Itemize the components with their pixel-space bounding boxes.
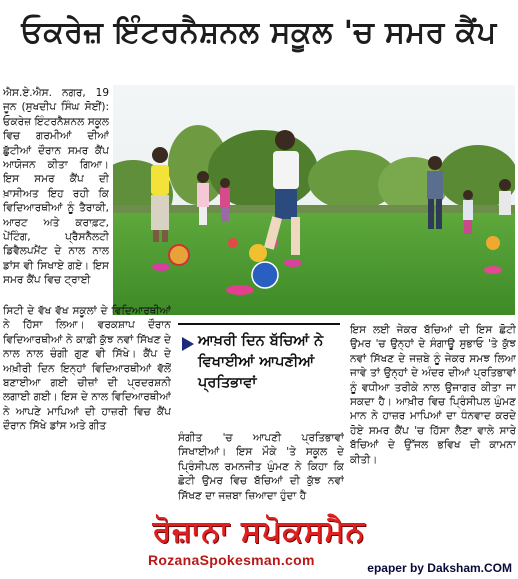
subheading-box: [178, 323, 340, 427]
triangle-bullet-icon: [182, 337, 194, 351]
subheading: ਆਖ਼ਰੀ ਦਿਨ ਬੱਚਿਆਂ ਨੇ ਵਿਖਾਈਆਂ ਆਪਣੀਆਂ ਪ੍ਰਤਿਭਾਵਾਂ: [198, 333, 324, 391]
article-column-left: [3, 86, 109, 304]
article-column-full: [3, 304, 171, 484]
newspaper-masthead: ਰੋਜ਼ਾਨਾ ਸਪੋਕਸਮੈਨ: [152, 513, 366, 549]
summer-camp-photo: [113, 85, 515, 315]
epaper-credit: epaper by Daksham.COM: [367, 561, 512, 575]
site-url: RozanaSpokesman.com: [148, 552, 315, 568]
article-text: ਸੰਗੀਤ 'ਚ ਆਪਣੀ ਪ੍ਰਤਿਭਾਵਾਂ ਸਿਖਾਈਆਂ। ਇਸ ਮੌਕੇ 'ਤੇ ਸਕੂਲ ਦੇ ਪ੍ਰਿੰਸੀਪਲ ਰਮਨਜੀਤ ਘੁੰਮਣ ਨੇ ਕਿਹਾ ਕਿ ਛੋਟੀ ਉਮਰ ਵਿਚ ਬੱਚਿਆਂ ਦੀ ਕੁੱਝ ਨਵਾਂ ਸਿੱਖਣ ਦਾ ਜਜ਼ਬਾ ਜ਼ਿਆਦਾ ਹੁੰਦਾ ਹੈ: [178, 432, 344, 502]
subheading-rule: [178, 323, 340, 325]
headline: ਓਕਰੇਜ਼ ਇੰਟਰਨੈਸ਼ਨਲ ਸਕੂਲ 'ਚ ਸਮਰ ਕੈਂਪ: [21, 14, 497, 50]
article-text: ਸਿਟੀ ਦੇ ਵੱਖ ਵੱਖ ਸਕੂਲਾਂ ਦੇ ਵਿਦਿਆਰਥੀਆਂ ਨੇ ਹਿੱਸਾ ਲਿਆ। ਵਰਕਸ਼ਾਪ ਦੌਰਾਨ ਵਿਦਿਆਰਥੀਆਂ ਨੇ ਕਾਫ਼ੀ ਕੁੱਝ ਨਵਾਂ ਸਿੱਖਣ ਦੇ ਨਾਲ ਨਾਲ ਚੰਗੀ ਗੁਣ ਵੀ ਸਿੱਖੇ। ਕੈਂਪ ਦੇ ਅਖ਼ੀਰੀ ਦਿਨ ਇਨ੍ਹਾਂ ਵਿਦਿਆਰਥੀਆਂ ਵੱਲੋਂ ਬਣਾਈਆ ਗਈ ਚੀਜ਼ਾਂ ਦੀ ਪ੍ਰਦਰਸ਼ਨੀ ਲਗਾਈ ਗਈ। ਇਸ ਦੇ ਨਾਲ ਵਿਦਿਆਰਥੀਆਂ ਨੇ ਆਪਣੇ ਮਾਪਿਆਂ ਦੀ ਹਾਜ਼ਰੀ ਵਿਚ ਕੈਂਪ ਦੌਰਾਨ ਸਿੱਖੇ ਡਾਂਸ ਅਤੇ ਗੀਤ: [3, 305, 171, 433]
article-column-right: [350, 323, 516, 509]
article-column-middle: [178, 431, 344, 509]
article-text: ਇਸ ਲਈ ਜੇਕਰ ਬੱਚਿਆਂ ਦੀ ਇਸ ਛੋਟੀ ਉਮਰ 'ਚ ਉਨ੍ਹਾਂ ਦੇ ਸੰਗਾਊ ਸੁਭਾਓ 'ਤੇ ਕੁੱਝ ਨਵਾਂ ਸਿੱਖਣ ਦੇ ਜਜ਼ਬੇ ਨੂੰ ਜੇਕਰ ਸਮਝ ਲਿਆ ਜਾਵੇ ਤਾਂ ਉਨ੍ਹਾਂ ਦੇ ਅੰਦਰ ਦੀਆਂ ਪ੍ਰਤਿਭਾਵਾਂ ਨੂੰ ਵਧੀਆ ਤਰੀਕੇ ਨਾਲ ਉਜਾਗਰ ਕੀਤਾ ਜਾ ਸਕਦਾ ਹੈ। ਆਖ਼ੀਰ ਵਿਚ ਪ੍ਰਿੰਸੀਪਲ ਘੁੰਮਣ ਮਾਨ ਨੇ ਹਾਜ਼ਰ ਮਾਪਿਆਂ ਦਾ ਧੰਨਵਾਦ ਕਰਦੇ ਹੋਏ ਸਮਰ ਕੈਂਪ 'ਚ ਹਿੱਸਾ ਲੈਣਾ ਵਾਲੇ ਸਾਰੇ ਬੱਚਿਆਂ ਦੇ ਉੱਜਲ ਭਵਿਖ ਦੀ ਕਾਮਨਾ ਕੀਤੀ।: [350, 324, 516, 466]
article-text: ਐਸ.ਏ.ਐਸ. ਨਗਰ, 19 ਜੂਨ (ਸੁਖਦੀਪ ਸਿੰਘ ਸੋਈਂ): ਓਕਰੇਜ਼ ਇੰਟਰਨੈਸ਼ਨਲ ਸਕੂਲ ਵਿਚ ਗਰਮੀਆਂ ਦੀਆਂ ਛੁੱਟੀਆਂ ਦੌਰਾਨ ਸਮਰ ਕੈਂਪ ਆਯੋਜਨ ਕੀਤਾ ਗਿਆ। ਇਸ ਸਮਰ ਕੈਂਪ ਦੀ ਖ਼ਾਸੀਅਤ ਇਹ ਰਹੀ ਕਿ ਵਿਦਿਆਰਥੀਆਂ ਨੂੰ ਤੈਰਾਕੀ, ਆਰਟ ਅਤੇ ਕਰਾਫ਼ਟ, ਪੇਂਟਿੰਗ, ਪ੍ਰੈਸਨੈਲਟੀ ਡਿਵੈਲਪਮੈਂਟ ਦੇ ਨਾਲ ਨਾਲ ਡਾਂਸ ਵੀ ਸਿਖਾਏ ਗਏ। ਇਸ ਸਮਰ ਕੈਂਪ ਵਿਚ ਟ੍ਰਾਈ: [3, 87, 109, 287]
